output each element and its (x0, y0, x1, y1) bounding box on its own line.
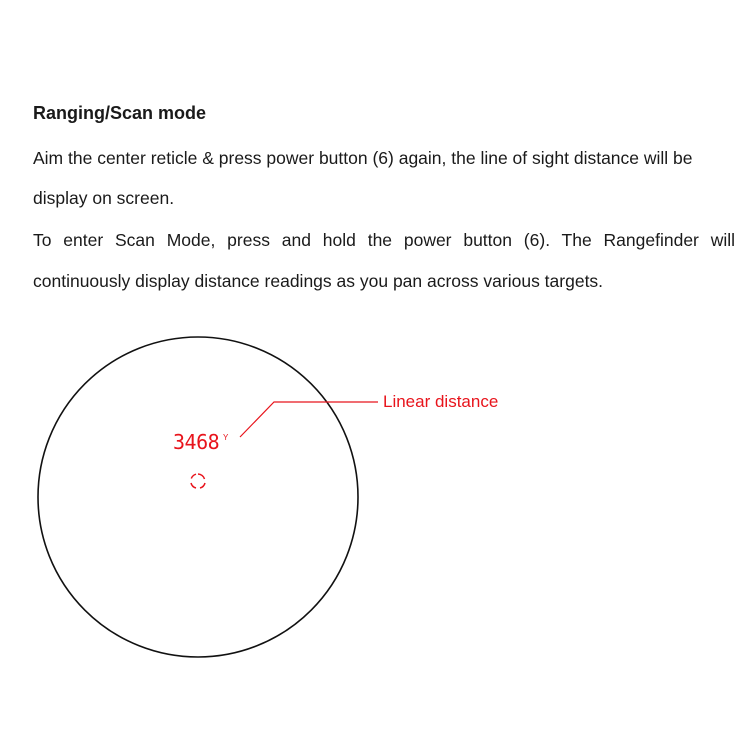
callout-leader-line (240, 402, 378, 437)
callout-label: Linear distance (383, 392, 499, 411)
paragraph-line-2: display on screen. (33, 188, 175, 208)
distance-unit: Y (223, 433, 229, 442)
paragraph-line-4: continuously display distance readings as you pan across various targets. (33, 271, 604, 291)
paragraph-line-3: To enter Scan Mode, press and hold the power button (6). The Rangefinder will (33, 230, 735, 250)
distance-readout: 3468 (173, 430, 220, 454)
section-heading: Ranging/Scan mode (33, 103, 207, 123)
paragraph-line-1: Aim the center reticle & press power button (6) again, the line of sight distance will be (33, 148, 693, 168)
viewfinder-circle (38, 337, 358, 657)
reticle-icon (191, 474, 205, 488)
